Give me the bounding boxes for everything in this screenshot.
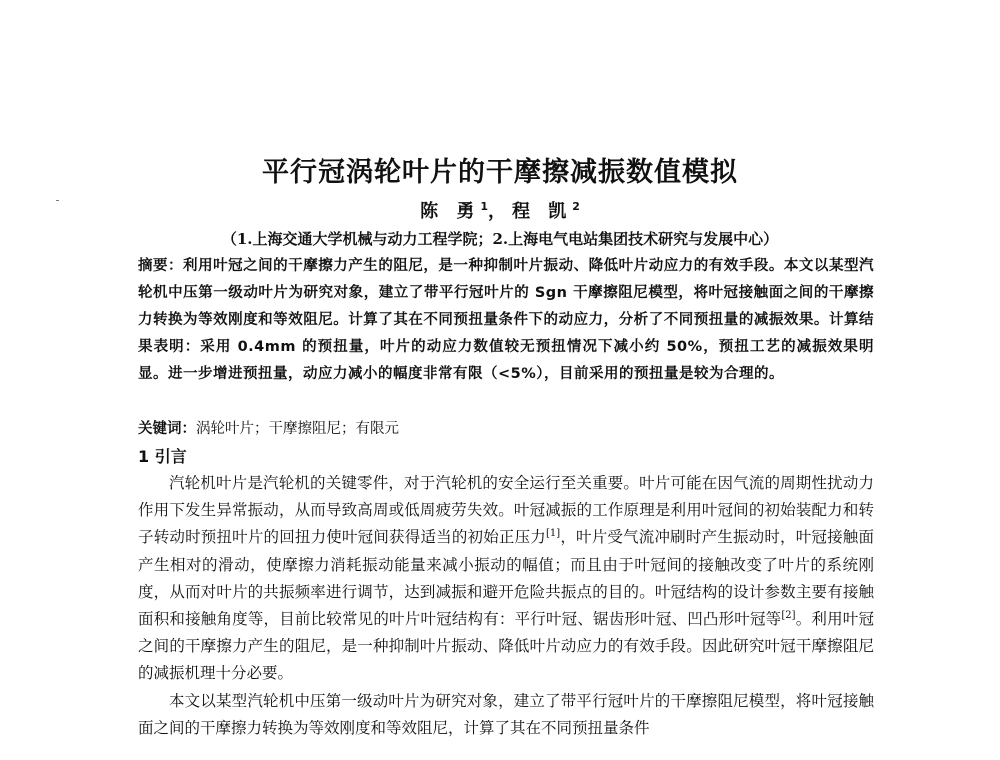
body-text-run: ，叶片受气流冲刷时产生振动时，叶冠接触面产生相对的滑动，使摩擦力消耗振动能量来减小振动的幅值；而且由于叶冠间的接触改变了叶片的系统刚度，从而对叶片的共振频率进行调节，达到减振和避开危险共振点的目的。叶冠结构的设计参数主要有接触面积和接触角度等，目前比较常见的叶片叶冠结构有：平行叶冠、锯齿形叶冠、凹凸形叶冠等 [138,528,874,629]
keywords-line [138,416,874,443]
citation-ref: [2] [781,609,796,621]
citation-ref: [1] [545,528,561,540]
abstract-paragraph: 摘要：利用叶冠之间的干摩擦力产生的阻尼，是一种抑制叶片振动、降低叶片动应力的有效手段。本文以某型汽轮机中压第一级动叶片为研究对象，建立了带平行冠叶片的 Sgn 干摩擦阻尼模型，将叶冠接触面之间的干摩擦力转换为等效刚度和等效阻尼。计算了其在不同预扭量条件下的动应力，分析了不同预扭量的减振效果。计算结果表明：采用 0.4mm 的预扭量，叶片的动应力数值较无预扭情况下减小约 50%，预扭工艺的减振效果明显。进一步增进预扭量，动应力减小的幅度非常有限（<5%），目前采用的预扭量是较为合理的。 [138,258,874,382]
author-separator: ， [488,201,512,222]
keywords-label: 关键词： [138,421,196,437]
author-line [0,197,1000,223]
author-affiliation-mark: 1 [480,200,488,213]
body-text-run: 。利用叶冠之间的干摩擦力产生的阻尼，是一种抑制叶片振动、降低叶片动应力的有效手段。因此研究叶冠干摩擦阻尼的减振机理十分必要。 [138,610,874,683]
body-text [138,470,874,742]
author-name: 程 凯 [512,201,573,222]
paper-title: 平行冠涡轮叶片的干摩擦减振数值模拟 [262,157,738,188]
keywords-text: 涡轮叶片；干摩擦阻尼；有限元 [196,421,399,437]
body-text-run: 汽轮机叶片是汽轮机的关键零件，对于汽轮机的安全运行至关重要。叶片可能在因气流的周期性扰动力作用下发生异常振动，从而导致高周或低周疲劳失效。叶冠减振的工作原理是利用叶冠间的初始装配力和转子转动时预扭叶片的回扭力使叶冠间获得适当的初始正压力 [138,474,874,547]
author-name: 陈 勇 [420,201,481,222]
body-paragraph [138,470,874,688]
body-paragraph [138,688,874,742]
section-heading: 1 引言 [138,447,187,466]
author-affiliation-mark: 2 [572,200,580,213]
body-text-run: 本文以某型汽轮机中压第一级动叶片为研究对象，建立了带平行冠叶片的干摩擦阻尼模型，将叶冠接触面之间的干摩擦力转换为等效刚度和等效阻尼，计算了其在不同预扭量条件 [138,691,874,737]
affiliation-line: （1.上海交通大学机械与动力工程学院；2.上海电气电站集团技术研究与发展中心） [221,230,779,248]
